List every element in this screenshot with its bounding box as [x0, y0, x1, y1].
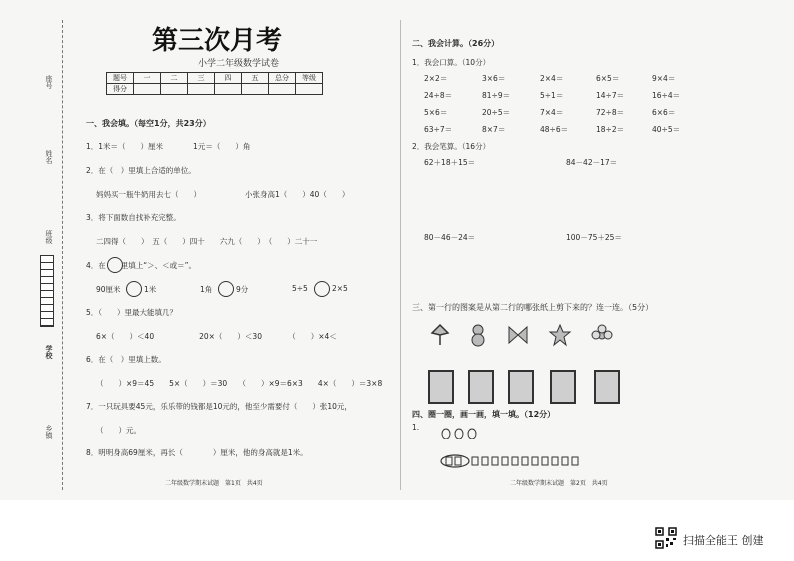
question-1: 1．1米＝（ ）厘米 1元＝（ ）角: [86, 142, 251, 151]
binding-line: [62, 20, 63, 490]
question-7: 7．一只玩具要45元，乐乐带的钱都是10元的，他至少需要付（ ）张10元，: [86, 402, 352, 411]
question-3: 3．将下面数自找补充完整。: [86, 213, 181, 222]
paper-frame-option[interactable]: [550, 370, 576, 404]
paper-frame-option[interactable]: [508, 370, 534, 404]
oral-item: 48÷6＝: [540, 125, 569, 134]
score-header-cell: 五: [242, 73, 269, 84]
question-3a: 二四得（ ） 五（ ）四十 六九（ ） （ ）二十一: [96, 237, 318, 246]
section2-part2: 2．我会笔算。（16分）: [412, 142, 491, 151]
written-calc-4: 100－75＋25＝: [566, 233, 622, 242]
score-cell[interactable]: [188, 84, 215, 95]
pattern-star-icon[interactable]: [548, 323, 572, 347]
page-divider: [400, 20, 401, 490]
section2-part1: 1．我会口算。（10分）: [412, 58, 491, 67]
compare-a-right: 1米: [144, 285, 157, 294]
score-row-label: 得分: [107, 84, 134, 95]
page-footer-left: 二年级数学期末试题 第1页 共4页: [165, 480, 263, 487]
oral-item: 72÷8＝: [596, 108, 625, 117]
oral-item: 24÷8＝: [424, 91, 453, 100]
score-cell[interactable]: [161, 84, 188, 95]
oral-item: 2×4＝: [540, 74, 564, 83]
oral-item: 5÷1＝: [540, 91, 564, 100]
paper-frame-option[interactable]: [428, 370, 454, 404]
exam-subtitle: 小学二年级数学试卷: [198, 59, 280, 69]
oral-item: 20÷5＝: [482, 108, 511, 117]
question-4: 4．在 里填上“＞、＜或＝”。: [86, 261, 197, 270]
score-header-cell: 等级: [296, 73, 323, 84]
margin-label-school: 学校: [45, 345, 53, 359]
oral-item: 5×6＝: [424, 108, 448, 117]
question-6: 6．在（ ）里填上数。: [86, 355, 166, 364]
score-cell[interactable]: [242, 84, 269, 95]
oral-item: 6×5＝: [596, 74, 620, 83]
margin-label-town: 乡镇: [45, 425, 53, 439]
paper-frame-option[interactable]: [594, 370, 620, 404]
section3-title: 三、第一行的图案是从第二行的哪张纸上剪下来的？连一连。（5分）: [412, 303, 654, 312]
oral-item: 3×6＝: [482, 74, 506, 83]
score-header-cell: 一: [134, 73, 161, 84]
page-footer-right: 二年级数学期末试题 第2页 共4页: [510, 480, 608, 487]
oral-item: 40÷5＝: [652, 125, 681, 134]
question-2a: 妈妈买一瓶牛奶用去七（ ）: [96, 190, 201, 199]
score-header-cell: 题号: [107, 73, 134, 84]
qr-code-icon: [655, 527, 677, 549]
pattern-leaf-icon[interactable]: [428, 323, 452, 347]
watermark-text: 扫描全能王 创建: [683, 534, 764, 547]
compare-circle[interactable]: [314, 281, 330, 297]
compare-circle[interactable]: [218, 281, 234, 297]
margin-label-class: 班级: [45, 230, 53, 244]
compare-circle-example: [107, 257, 123, 273]
pattern-flower-icon[interactable]: [590, 323, 614, 347]
oral-item: 18÷2＝: [596, 125, 625, 134]
compare-c-left: 5÷5: [292, 284, 308, 293]
score-header-cell: 四: [215, 73, 242, 84]
oral-item: 6×6＝: [652, 108, 676, 117]
paper-frame-option[interactable]: [468, 370, 494, 404]
oral-item: 63÷7＝: [424, 125, 453, 134]
section1-title: 一、我会填。（每空1分，共23分）: [86, 119, 211, 128]
score-header-cell: 总分: [269, 73, 296, 84]
score-cell[interactable]: [215, 84, 242, 95]
pear-group-icon: [440, 425, 480, 439]
exam-title: 第三次月考: [152, 26, 283, 56]
oral-item: 9×4＝: [652, 74, 676, 83]
compare-c-right: 2×5: [332, 284, 348, 293]
question-5: 5．（ ）里最大能填几？: [86, 308, 178, 317]
binding-ladder: [40, 255, 54, 327]
question-7b: （ ）元。: [96, 426, 141, 435]
compare-b-left: 1角: [200, 285, 213, 294]
score-cell[interactable]: [269, 84, 296, 95]
margin-label-seat: 座号: [45, 75, 53, 89]
compare-a-left: 90厘米: [96, 285, 121, 294]
oral-item: 81÷9＝: [482, 91, 511, 100]
written-calc-3: 80－46－24＝: [424, 233, 476, 242]
score-header-cell: 二: [161, 73, 188, 84]
question-2b: 小张身高1（ ）40（ ）: [245, 190, 350, 199]
question-5a: 6×（ ）＜40 20×（ ）＜30 （ ）×4＜: [96, 332, 337, 341]
compare-circle[interactable]: [126, 281, 142, 297]
written-calc-2: 84－42－17＝: [566, 158, 618, 167]
question-6a: （ ）×9＝45 5×（ ）＝30 （ ）×9＝6×3 4×（ ）＝3×8: [96, 379, 383, 388]
written-calc-1: 62＋18＋15＝: [424, 158, 476, 167]
oral-item: 8×7＝: [482, 125, 506, 134]
section4-item-1: 1.: [412, 423, 420, 432]
oral-item: 7×4＝: [540, 108, 564, 117]
score-table: [106, 72, 323, 95]
score-header-cell: 三: [188, 73, 215, 84]
score-cell[interactable]: [134, 84, 161, 95]
cup-row-icon[interactable]: [440, 453, 590, 469]
section4-title: 四、圈一圈，画一画，填一填。（12分）: [412, 410, 556, 419]
pattern-butterfly-icon[interactable]: [506, 323, 530, 347]
margin-label-name: 姓名: [45, 150, 53, 164]
oral-item: 2×2＝: [424, 74, 448, 83]
oral-item: 14÷7＝: [596, 91, 625, 100]
question-2: 2．在（ ）里填上合适的单位。: [86, 166, 196, 175]
oral-item: 16÷4＝: [652, 91, 681, 100]
question-8: 8．明明身高69厘米，再长（ ）厘米，他的身高就是1米。: [86, 448, 308, 457]
section2-title: 二、我会计算。（26分）: [412, 39, 500, 48]
pattern-snowman-icon[interactable]: [466, 323, 490, 347]
compare-b-right: 9分: [236, 285, 249, 294]
score-cell[interactable]: [296, 84, 323, 95]
